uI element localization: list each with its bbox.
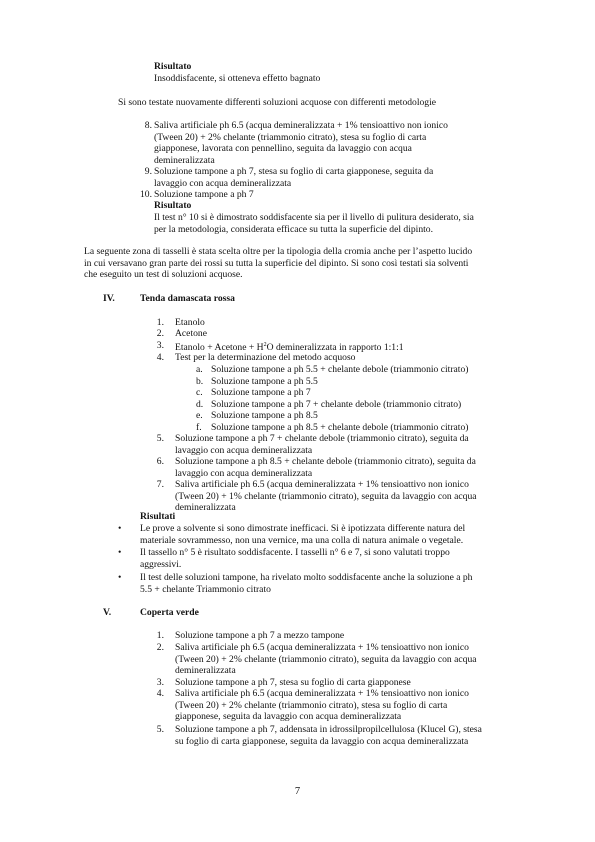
list-item-line: demineralizzata <box>175 502 236 514</box>
list-item-line: (Tween 20) + 2% chelante (triammonio citrato), stesa su foglio di carta <box>175 699 448 711</box>
paragraph-line: Il test n° 10 si è dimostrato soddisfacente sia per il livello di pulitura desiderato, sia <box>154 212 474 223</box>
list-item <box>175 433 505 456</box>
subitem-letter: c. <box>196 387 203 398</box>
list-item-line: lavaggio con acqua demineralizzata <box>175 467 313 479</box>
list-item-line: demineralizzata <box>154 154 215 166</box>
list-item-line: (Tween 20) + 2% chelante (triammonio citrato), seguita da lavaggio con acqua <box>175 653 477 665</box>
paragraph-line: per la metodologia, considerata efficace su tutta la superficie del dipinto. <box>154 223 434 235</box>
bullet-line: Il tassello n° 5 è risultato soddisfacente. I tasselli n° 6 e 7, si sono valutati troppo <box>140 547 450 558</box>
list-item-line: (Tween 20) + 1% chelante (triammonio citrato), seguita da lavaggio con acqua <box>175 490 477 502</box>
bullet-line: aggressivi. <box>140 558 182 570</box>
item-number: 4. <box>156 688 164 699</box>
subitem-letter: b. <box>196 376 204 387</box>
bullet-line: Le prove a solvente si sono dimostrate inefficaci. Si è ipotizzata differente natura del <box>140 523 466 534</box>
paragraph-line: in cui versavano gran parte dei rossi su tutta la superficie del dipinto. Si sono così testati sia solventi <box>84 257 469 269</box>
text-run: O demineralizzata in rapporto 1:1:1 <box>266 342 404 353</box>
risultato2-heading: Risultato <box>154 200 192 211</box>
list-item <box>154 166 497 189</box>
page-number: 7 <box>294 786 301 797</box>
item-number: 1. <box>156 317 164 328</box>
paragraph-line: che eseguito un test di soluzioni acquose. <box>84 269 243 281</box>
item-number: 3. <box>156 340 164 351</box>
list-item-line: Test per la determinazione del metodo acquoso <box>175 352 356 363</box>
list-item <box>175 724 505 747</box>
subitem-letter: f. <box>196 422 202 433</box>
list-item-line: Soluzione tampone a ph 7, stesa su foglio di carta giapponese, seguita da <box>154 166 434 177</box>
subitem-letter: d. <box>196 399 204 410</box>
bullet-item <box>140 547 505 570</box>
list-item-line: giapponese, lavorata con pennellino, seguita da lavaggio con acqua <box>154 143 412 155</box>
item-number: 4. <box>156 352 164 363</box>
item-number: 3. <box>156 677 164 688</box>
paragraph-line: La seguente zona di tasselli è stata scelta oltre per la tipologia della cromia anche per l’aspetto lucido <box>84 246 473 257</box>
item-number: 1. <box>156 630 164 641</box>
text-run: Etanolo + Acetone + H <box>175 342 264 353</box>
list-item-line: su foglio di carta giapponese, seguita da lavaggio con acqua demineralizzata <box>175 735 469 747</box>
section-number: IV. <box>103 293 115 304</box>
list-item-line: Soluzione tampone a ph 7, addensata in idrossilpropilcellulosa (Klucel G), stesa <box>175 724 482 735</box>
list-item-line: lavaggio con acqua demineralizzata <box>175 444 313 456</box>
list-item-line: Etanolo <box>175 317 205 328</box>
intro-line: Si sono testate nuovamente differenti soluzioni acquose con differenti metodologie <box>118 97 437 108</box>
item-number: 5. <box>156 724 164 735</box>
item-number: 6. <box>156 456 164 467</box>
bullet-line: materiale sovrammesso, non una vernice, ma una colla di natura animale o vegetale. <box>140 534 464 546</box>
list-item-line: Acetone <box>175 328 207 339</box>
list-item-line: demineralizzata <box>175 665 236 677</box>
item-number: 7. <box>156 479 164 490</box>
subitem-text: Soluzione tampone a ph 7 <box>211 387 311 398</box>
list-item-line: Saliva artificiale ph 6.5 (acqua demineralizzata + 1% tensioattivo non ionico <box>175 688 469 699</box>
bullet-line: 5.5 + chelante Triammonio citrato <box>140 583 271 595</box>
body-paragraph <box>84 246 504 281</box>
subitem-text: Soluzione tampone a ph 8.5 <box>211 410 318 421</box>
subitem-letter: a. <box>196 364 203 375</box>
item-number: 2. <box>156 328 164 339</box>
list-item-line: giapponese, seguita da lavaggio con acqua demineralizzata <box>175 711 402 723</box>
subitem-text: Soluzione tampone a ph 8.5 + chelante debole (triammonio citrato) <box>211 422 469 433</box>
list-item-line: (Tween 20) + 2% chelante (triammonio citrato), stesa su foglio di carta <box>154 131 427 143</box>
section-title: Coperta verde <box>140 607 199 618</box>
bullet-item <box>140 523 505 546</box>
bullet-line: Il test delle soluzioni tampone, ha rivelato molto soddisfacente anche la soluzione a ph <box>140 572 473 583</box>
list-item-line: lavaggio con acqua demineralizzata <box>154 177 292 189</box>
list-item-line: Soluzione tampone a ph 7 a mezzo tampone <box>175 630 345 641</box>
subitem-text: Soluzione tampone a ph 5.5 <box>211 376 318 387</box>
risultati-heading: Risultati <box>140 511 176 522</box>
list-item-line: Soluzione tampone a ph 8.5 + chelante debole (triammonio citrato), seguita da <box>175 456 476 467</box>
section-number: V. <box>103 607 112 618</box>
list-item-line: Saliva artificiale ph 6.5 (acqua demineralizzata + 1% tensioattivo non ionico <box>175 479 469 490</box>
list-item <box>154 120 497 166</box>
superscript: 2 <box>263 342 267 348</box>
item-number: 2. <box>156 642 164 653</box>
list-item-line: Saliva artificiale ph 6.5 (acqua demineralizzata + 1% tensioattivo non ionico <box>154 120 448 131</box>
subitem-text: Soluzione tampone a ph 5.5 + chelante debole (triammonio citrato) <box>211 364 469 375</box>
item-number: 10. <box>140 189 152 200</box>
subitem-text: Soluzione tampone a ph 7 + chelante debole (triammonio citrato) <box>211 399 462 410</box>
item-number: 9. <box>144 166 152 177</box>
list-item <box>175 479 505 514</box>
list-item-line: Soluzione tampone a ph 7, stesa su foglio di carta giapponese <box>175 677 411 688</box>
list-item-line: Saliva artificiale ph 6.5 (acqua demineralizzata + 1% tensioattivo non ionico <box>175 642 469 653</box>
list-item <box>175 688 505 723</box>
item-number: 8. <box>144 120 152 131</box>
item-number: 5. <box>156 433 164 444</box>
risultato2-text <box>154 212 497 235</box>
list-item-line: Soluzione tampone a ph 7 + chelante debole (triammonio citrato), seguita da <box>175 433 469 444</box>
section-title: Tenda damascata rossa <box>140 293 235 304</box>
risultato-text: Insoddisfacente, si otteneva effetto bagnato <box>154 73 321 84</box>
bullet-item <box>140 572 505 595</box>
bullet-icon: • <box>118 523 122 534</box>
risultato-heading: Risultato <box>154 61 192 72</box>
bullet-icon: • <box>118 572 122 583</box>
list-item <box>175 456 505 479</box>
list-item-line: Soluzione tampone a ph 7 <box>154 189 254 200</box>
subitem-letter: e. <box>196 410 203 421</box>
list-item <box>175 642 505 677</box>
bullet-icon: • <box>118 547 122 558</box>
